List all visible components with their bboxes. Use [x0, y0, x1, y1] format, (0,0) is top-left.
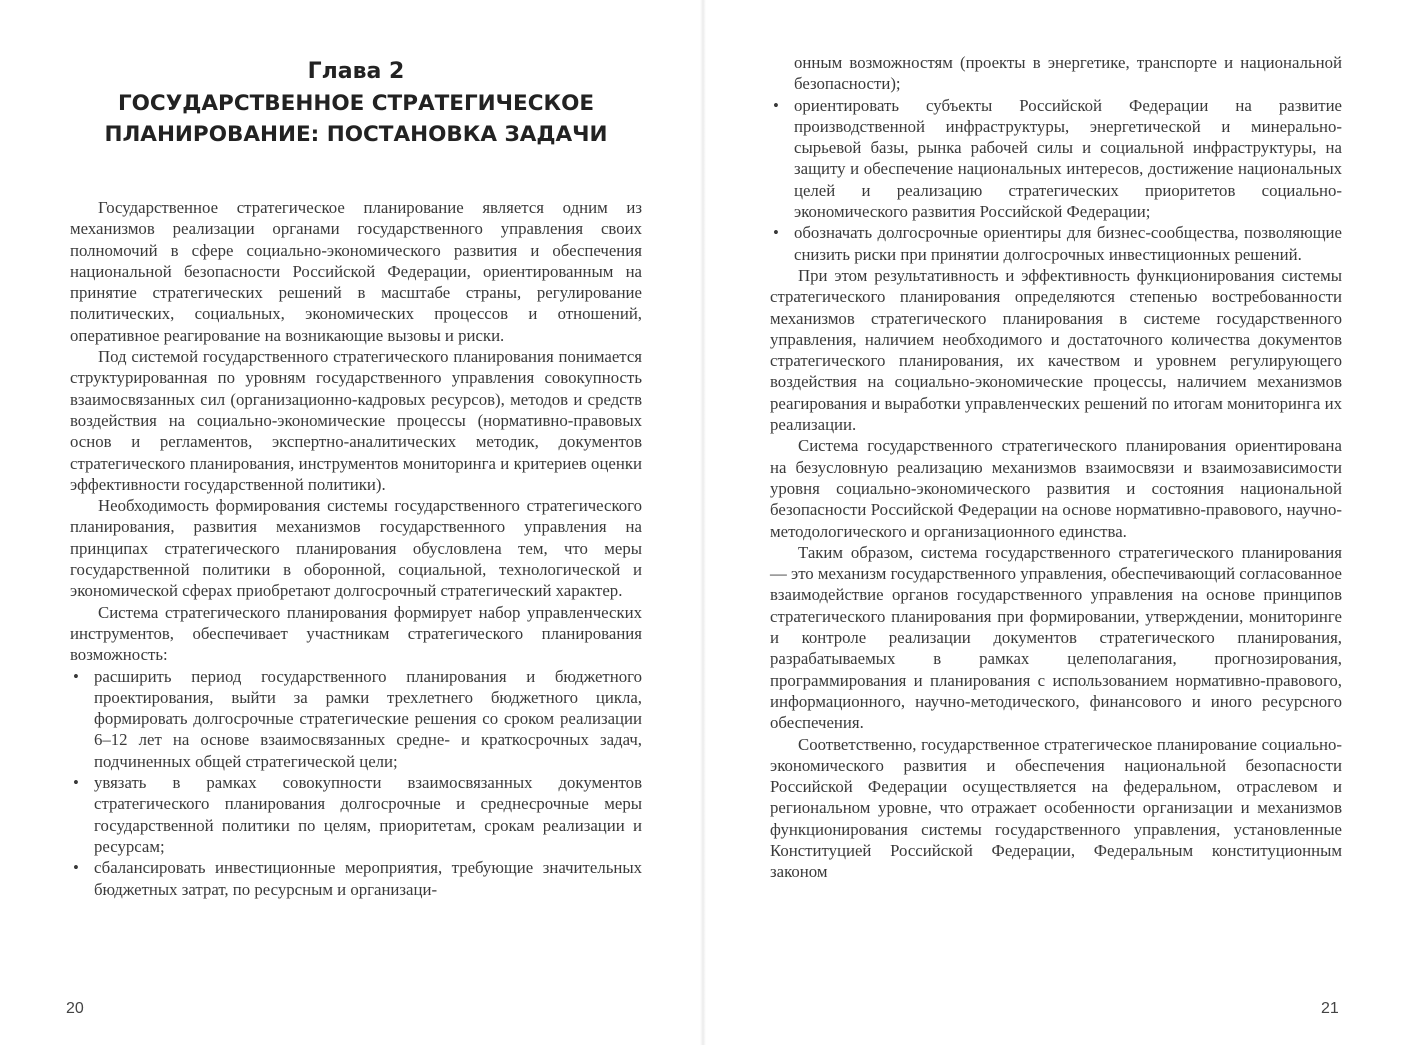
bullet-list — [70, 666, 642, 900]
page-number-left: 20 — [66, 1000, 84, 1017]
paragraph: Система государственного стратегического планирования ориентирована на безусловную реализацию механизмов взаимосвязи и взаимозависимости уровня социально-экономического развития и состояния национальной безопасности Российской Федерации на основе нормативно-правового, научно-методологического и организационного единства. — [770, 436, 1342, 541]
paragraph: Таким образом, система государственного стратегического планирования — это механизм государственного управления, обеспечивающий согласованное взаимодействие органов государственного управления на основе принципов стратегического планирования при формировании, утверждении, мониторинге и контроле реализации документов стратегического планирования, разрабатываемых в рамках целеполагания, прогнозирования, программирования и планирования с использованием нормативно-правового, информационного, научно-методического, финансового и иного ресурсного обеспечения. — [770, 542, 1342, 733]
paragraph: Соответственно, государственное стратегическое планирование социально-экономического развития и обеспечения национальной безопасности Российской Федерации осуществляется на федеральном, отраслевом и региональном уровне, что отражает особенности организации и механизмов функционирования системы государственного управления, установленные Конституцией Российской Федерации, Федеральным конституционным законом — [770, 734, 1342, 882]
right-page-body — [770, 52, 1342, 883]
right-page — [703, 0, 1406, 1045]
paragraph: Под системой государственного стратегического планирования понимается структурированная по уровням государственного управления совокупность взаимосвязанных сил (организационно-кадровых ресурсов), методов и средств воздействия на социально-экономические процессы (нормативно-правовых основ и регламентов, экспертно-аналитических методик, документов стратегического планирования, инструментов мониторинга и критериев оценки эффективности государственной политики). — [70, 347, 642, 494]
page-number-right: 21 — [1321, 1000, 1339, 1017]
left-page-body — [70, 197, 642, 900]
bullet-item: • обозначать долгосрочные ориентиры для бизнес-сообщества, позволяющие снизить риски при принятии долгосрочных инвестиционных решений. — [770, 222, 1342, 265]
chapter-heading — [70, 58, 642, 150]
bullet-item: • сбалансировать инвестиционные мероприятия, требующие значительных бюджетных затрат, по ресурсным и организаци- — [70, 857, 642, 900]
bullet-list — [770, 95, 1342, 265]
paragraph: Государственное стратегическое планирование является одним из механизмов реализации органами государственного управления своих полномочий в сфере социально-экономического развития и обеспечения национальной безопасности Российской Федерации, ориентированным на принятие стратегических решений в масштабе страны, регулирование политических, социальных, экономических процессов и отношений, оперативное реагирование на возникающие вызовы и риски. — [70, 198, 642, 345]
chapter-title: ГОСУДАРСТВЕННОЕ СТРАТЕГИЧЕСКОЕ ПЛАНИРОВАНИЕ: ПОСТАНОВКА ЗАДАЧИ — [104, 91, 608, 147]
bullet-item: • ориентировать субъекты Российской Федерации на развитие производственной инфраструктуры, энергетической и минерально-сырьевой базы, рынка рабочей силы и социальной инфраструктуры, на защиту и обеспечение национальных интересов, достижение национальных целей и реализацию стратегических приоритетов социально-экономического развития Российской Федерации; — [770, 95, 1342, 223]
paragraph: Система стратегического планирования формирует набор управленческих инструментов, обеспечивает участникам стратегического планирования возможность: — [70, 602, 642, 665]
continued-text: онным возможностям (проекты в энергетике, транспорте и национальной безопасности); — [794, 53, 1342, 94]
paragraph: Необходимость формирования системы государственного стратегического планирования, развития механизмов государственного управления на принципах стратегического планирования обусловлена тем, что меры государственной политики в оборонной, социальной, технологической и экономической сферах приобретают долгосрочный стратегический характер. — [70, 496, 642, 601]
bullet-item: • расширить период государственного планирования и бюджетного проектирования, выйти за рамки трехлетнего бюджетного цикла, формировать долгосрочные стратегические решения со сроком реализации 6–12 лет на основе взаимосвязанных средне- и краткосрочных задач, подчиненных общей стратегической цели; — [70, 666, 642, 772]
chapter-label: Глава 2 — [307, 59, 405, 84]
bullet-item: • увязать в рамках совокупности взаимосвязанных документов стратегического планирования долгосрочные и среднесрочные меры государственной политики по целям, приоритетам, срокам реализации и ресурсам; — [70, 772, 642, 857]
paragraph: При этом результативность и эффективность функционирования системы стратегического планирования определяются степенью востребованности механизмов стратегического планирования в системе государственного управления, наличием необходимого и достаточного количества документов стратегического планирования, их качеством и уровнем регулирующего воздействия на социально-экономические процессы, наличием механизмов реагирования и выработки управленческих решений по итогам мониторинга их реализации. — [770, 265, 1342, 435]
